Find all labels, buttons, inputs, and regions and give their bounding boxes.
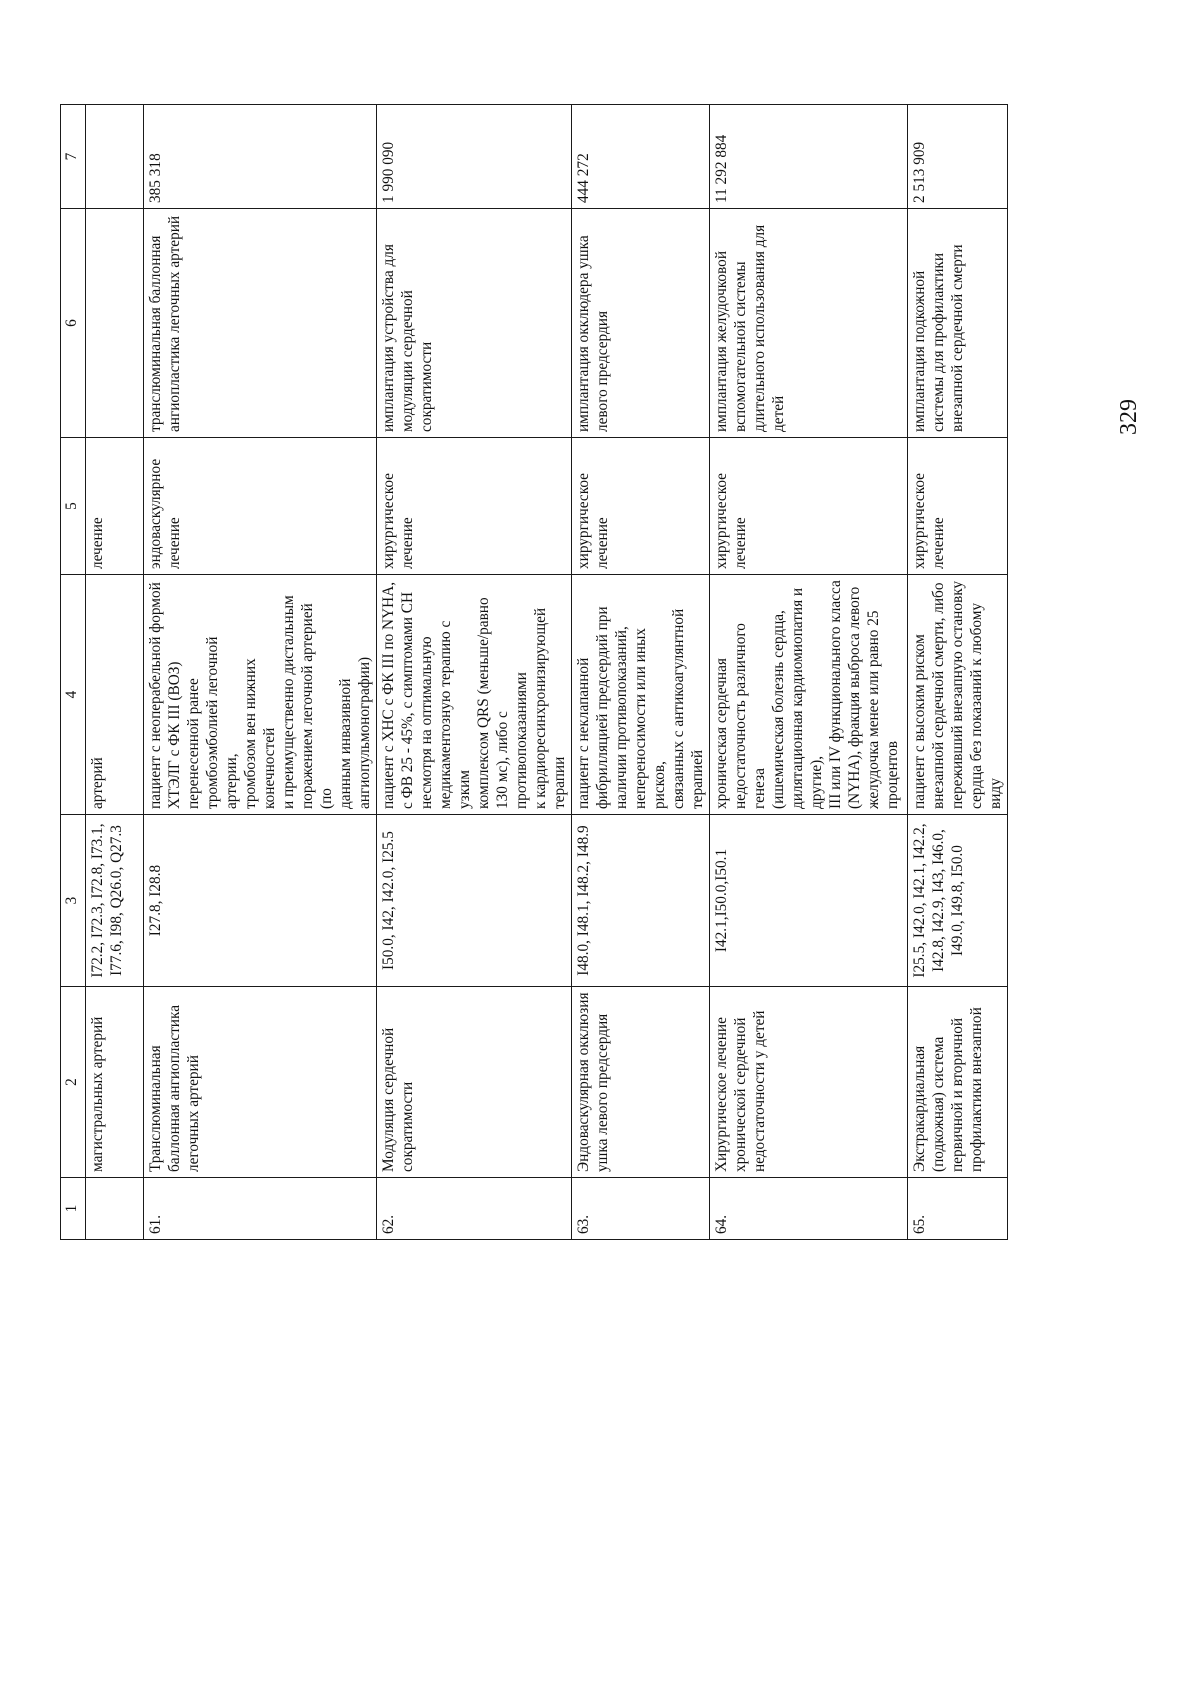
treatment-method-cell: транслюминальная баллонная ангиопластика легочных артерий [144, 209, 377, 438]
treatment-method-cell: имплантация окклюдера ушка левого предсердия [572, 209, 710, 438]
cost-cell: 1 990 090 [377, 105, 572, 209]
icd-codes-cell: I72.2, I72.3, I72.8, I73.1, I77.6, I98, Q26.0, Q27.3 [86, 815, 144, 987]
table-row [572, 105, 710, 1240]
patient-model-cell: пациент с неоперабельной формой ХТЭЛГ с ФК III (ВОЗ) перенесенной ранее тромбоэмболией легочной артерии, тромбозом вен нижних конечностей и преимущественно дистальным поражением легочной артерией (по данным инвазивной ангиопульмонографии) [144, 575, 377, 815]
row-number-cell: 63. [572, 1178, 710, 1240]
medical-services-table [60, 104, 1008, 1240]
patient-model-cell: пациент с неклапанной фибрилляцией предсердий при наличии противопоказаний, непереносимости или иных рисков, связанных с антикоагулянтной терапией [572, 575, 710, 815]
service-name-cell: магистральных артерий [86, 987, 144, 1178]
treatment-method-cell: имплантация подкожной системы для профилактики внезапной сердечной смерти [908, 209, 1008, 438]
treatment-type-cell: хирургическое лечение [710, 438, 908, 575]
row-number-cell: 65. [908, 1178, 1008, 1240]
table-row [86, 105, 144, 1240]
table-row [377, 105, 572, 1240]
icd-codes-cell: I48.0, I48.1, I48.2, I48.9 [572, 815, 710, 987]
treatment-type-cell: эндоваскулярное лечение [144, 438, 377, 575]
patient-model-cell: пациент с ХНС с ФК III по NYHA, с ФВ 25 - 45%, с симптомами СН несмотря на оптимальную медикаментозную терапию с узким комплексом QRS (меньше/равно 130 мс), либо с противопоказаниями к кардиоресинхронизирующей терапии [377, 575, 572, 815]
row-number-cell: 61. [144, 1178, 377, 1240]
patient-model-cell: хроническая сердечная недостаточность различного генеза (ишемическая болезнь сердца, дилятационная кардиомиопатия и другие), III или IV функционального класса (NYHA), фракция выброса левого желудочка менее или равно 25 процентов [710, 575, 908, 815]
header-row [61, 105, 86, 1240]
icd-codes-cell: I27.8, I28.8 [144, 815, 377, 987]
treatment-type-cell: хирургическое лечение [908, 438, 1008, 575]
icd-codes-cell: I50.0, I42, I42.0, I25.5 [377, 815, 572, 987]
service-name-cell: Модуляция сердечной сократимости [377, 987, 572, 1178]
cost-cell [86, 105, 144, 209]
page-number: 329 [1116, 399, 1142, 435]
treatment-type-cell: лечение [86, 438, 144, 575]
service-name-cell: Транслюминальная баллонная ангиопластика легочных артерий [144, 987, 377, 1178]
icd-codes-cell: I42.1,I50.0,I50.1 [710, 815, 908, 987]
cost-cell: 2 513 909 [908, 105, 1008, 209]
treatment-type-cell: хирургическое лечение [572, 438, 710, 575]
service-name-cell: Экстракардиальная (подкожная) система первичной и вторичной профилактики внезапной [908, 987, 1008, 1178]
table-row [144, 105, 377, 1240]
table-row [908, 105, 1008, 1240]
cost-cell: 444 272 [572, 105, 710, 209]
column-header: 1 [61, 1178, 86, 1240]
column-header: 5 [61, 438, 86, 575]
table-row [710, 105, 908, 1240]
column-header: 2 [61, 987, 86, 1178]
rotated-sheet [60, 105, 1004, 1240]
icd-codes-cell: I25.5, I42.0, I42.1, I42.2, I42.8, I42.9, I43, I46.0, I49.0, I49.8, I50.0 [908, 815, 1008, 987]
column-header: 4 [61, 575, 86, 815]
patient-model-cell: пациент с высоким риском внезапной сердечной смерти, либо переживший внезапную остановку сердца без показаний к любому виду [908, 575, 1008, 815]
service-name-cell: Хирургическое лечение хронической сердечной недостаточности у детей [710, 987, 908, 1178]
column-header: 6 [61, 209, 86, 438]
cost-cell: 11 292 884 [710, 105, 908, 209]
treatment-method-cell: имплантация желудочковой вспомогательной системы длительного использования для детей [710, 209, 908, 438]
column-header: 3 [61, 815, 86, 987]
treatment-type-cell: хирургическое лечение [377, 438, 572, 575]
treatment-method-cell [86, 209, 144, 438]
row-number-cell: 64. [710, 1178, 908, 1240]
row-number-cell: 62. [377, 1178, 572, 1240]
cost-cell: 385 318 [144, 105, 377, 209]
service-name-cell: Эндоваскулярная окклюзия ушка левого предсердия [572, 987, 710, 1178]
row-number-cell [86, 1178, 144, 1240]
treatment-method-cell: имплантация устройства для модуляции сердечной сократимости [377, 209, 572, 438]
patient-model-cell: артерий [86, 575, 144, 815]
column-header: 7 [61, 105, 86, 209]
